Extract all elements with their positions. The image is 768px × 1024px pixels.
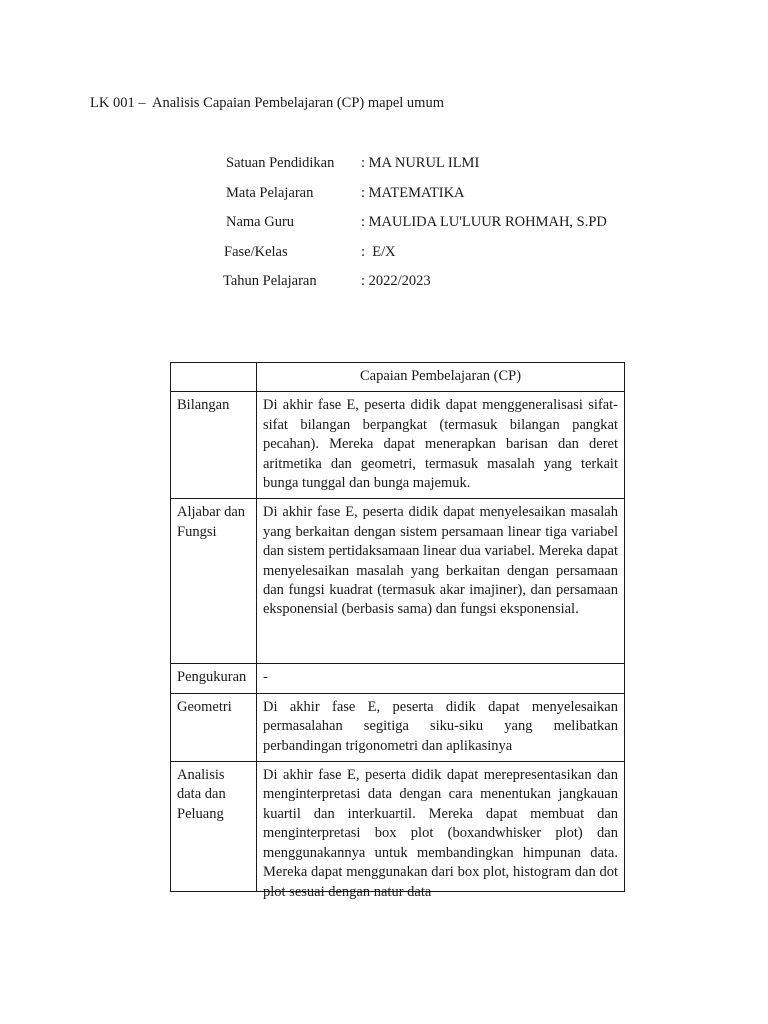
info-label: Fase/Kelas (224, 243, 288, 260)
info-label: Mata Pelajaran (226, 184, 314, 201)
info-value: : 2022/2023 (361, 273, 431, 289)
table-header-row (171, 363, 625, 392)
info-value: : MATEMATIKA (361, 184, 465, 201)
info-value: : E/X (361, 243, 396, 260)
info-row-tahun-pelajaran (0, 271, 768, 301)
table-row (171, 392, 625, 499)
table-row (171, 693, 625, 761)
table-header-topic (171, 363, 257, 392)
row-description: Di akhir fase E, peserta didik dapat menyelesaikan permasalahan segitiga siku-siku yang melibatkan perbandingan trigonometri dan aplikasinya (257, 693, 625, 761)
row-description: Di akhir fase E, peserta didik dapat menyelesaikan masalah yang berkaitan dengan sistem persamaan linear tiga variabel dan sistem pertidaksamaan linear dua variabel. Mereka dapat menyelesaikan masalah yang berkaitan dengan persamaan dan fungsi kuadrat (termasuk akar imajiner), dan persamaan eksponensial (berbasis sama) dan fungsi eksponensial. (257, 499, 625, 664)
row-description: Di akhir fase E, peserta didik dapat merepresentasikan dan menginterpretasi data dengan cara menentukan jangkauan kuartil dan interkuartil. Mereka dapat membuat dan menginterpretasi box plot (boxandwhisker plot) dan menggunakannya untuk membandingkan himpunan data. Mereka dapat menggunakan dari box plot, histogram dan dot plot sesuai dengan natur data (263, 767, 618, 900)
info-label: Nama Guru (226, 214, 295, 230)
info-label: Tahun Pelajaran (223, 273, 317, 289)
info-row-fase-kelas (0, 242, 768, 272)
table-header-cp: Capaian Pembelajaran (CP) (257, 363, 625, 392)
row-description-cell (257, 762, 625, 900)
info-value: : MAULIDA LU'LUUR ROHMAH, S.PD (361, 214, 607, 230)
table-row (171, 762, 625, 892)
row-topic: Pengukuran (171, 664, 257, 693)
document-title: LK 001 – Analisis Capaian Pembelajaran (CP) mapel umum (90, 95, 444, 111)
info-row-nama-guru (0, 212, 768, 242)
cp-table (170, 362, 625, 900)
table-row (171, 664, 625, 693)
info-value: : MA NURUL ILMI (361, 155, 480, 171)
identity-info-block (0, 153, 768, 301)
row-topic: Bilangan (171, 392, 257, 499)
table-row (171, 499, 625, 664)
row-topic: Geometri (171, 693, 257, 761)
row-description: - (257, 664, 625, 693)
info-row-mata-pelajaran (0, 183, 768, 213)
row-topic: Aljabar dan Fungsi (171, 499, 257, 664)
info-label: Satuan Pendidikan (226, 155, 335, 171)
info-row-satuan-pendidikan (0, 153, 768, 183)
row-description: Di akhir fase E, peserta didik dapat menggeneralisasi sifat-sifat bilangan berpangkat (termasuk bilangan pangkat pecahan). Mereka dapat menerapkan barisan dan deret aritmetika dan geometri, termasuk masalah yang terkait bunga tunggal dan bunga majemuk. (257, 392, 625, 499)
row-topic: Analisis data dan Peluang (171, 762, 257, 892)
